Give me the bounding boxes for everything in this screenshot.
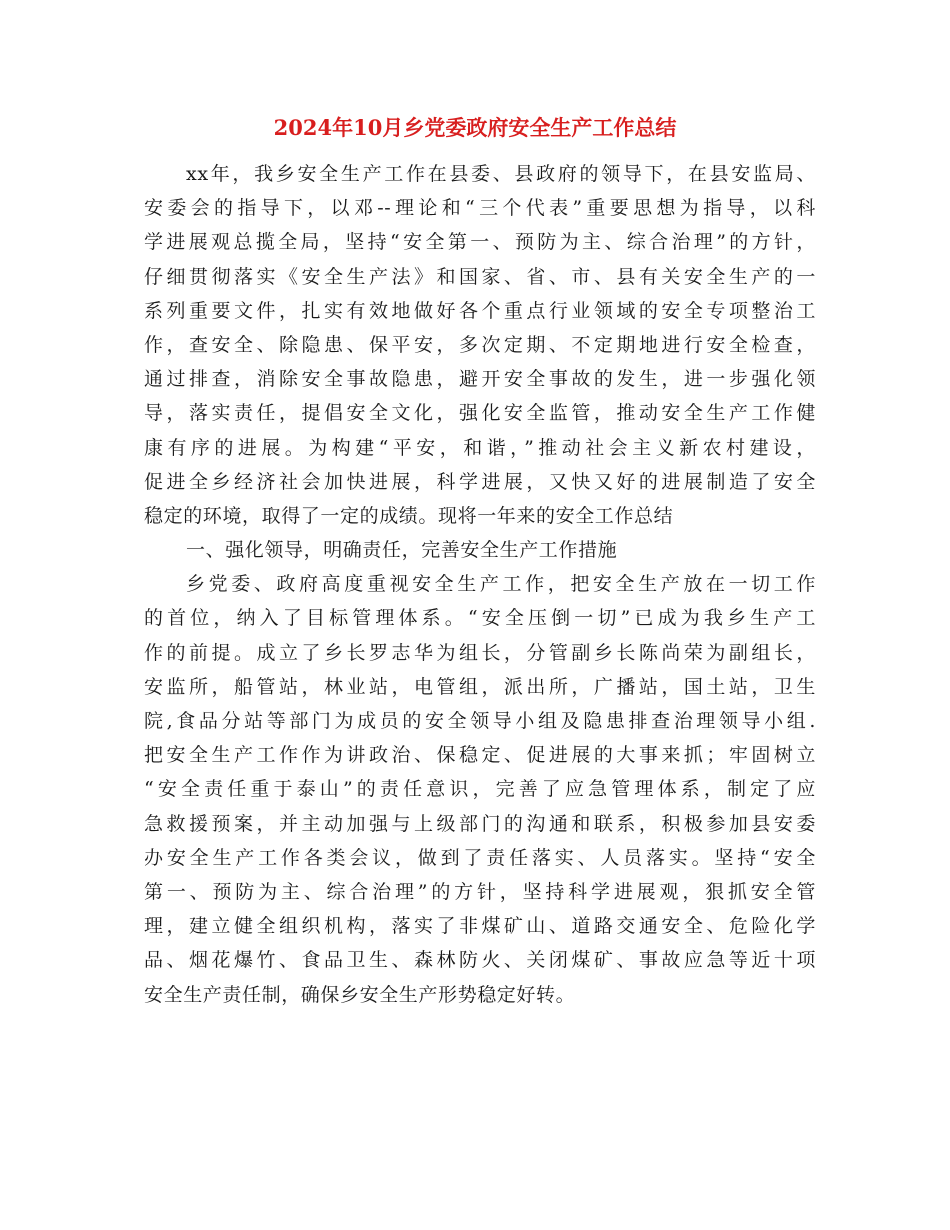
section-heading: 一、强化领导，明确责任，完善安全生产工作措施 (186, 539, 618, 562)
text-line: 促进全乡经济社会加快进展，科学进展，又快又好的进展制造了安全 (144, 470, 816, 493)
text-line: 乡党委、政府高度重视安全生产工作，把安全生产放在一切工作 (186, 573, 816, 596)
text-line: 作，查安全、除隐患、保平安，多次定期、不定期地进行安全检查， (144, 333, 816, 356)
text-line: 安监所，船管站，林业站，电管组，派出所，广播站，国土站，卫生 (144, 675, 816, 698)
text-line: 导，落实责任，提倡安全文化，强化安全监管，推动安全生产工作健 (144, 402, 816, 425)
text-line: 理，建立健全组织机构，落实了非煤矿山、道路交通安全、危险化学 (144, 915, 816, 938)
document-body (144, 157, 816, 1012)
text-line: 急救援预案，并主动加强与上级部门的沟通和联系，积极参加县安委 (144, 812, 816, 835)
text-line: 稳定的环境，取得了一定的成绩。现将一年来的安全工作总结 (144, 504, 674, 527)
text-line: 安委会的指导下，以邓--理论和“三个代表”重要思想为指导，以科 (144, 197, 816, 220)
text-line: 把安全生产工作作为讲政治、保稳定、促进展的大事来抓；牢固树立 (144, 744, 816, 767)
text-line: 作的前提。成立了乡长罗志华为组长，分管副乡长陈尚荣为副组长， (144, 641, 816, 664)
text-line: 第一、预防为主、综合治理”的方针，坚持科学进展观，狠抓安全管 (144, 880, 816, 903)
text-line: “安全责任重于泰山”的责任意识，完善了应急管理体系，制定了应 (144, 778, 816, 801)
text-line: 品、烟花爆竹、食品卫生、森林防火、关闭煤矿、事故应急等近十项 (144, 949, 816, 972)
document-title: 2024年10月乡党委政府安全生产工作总结 (273, 115, 677, 140)
text-line: 仔细贯彻落实《安全生产法》和国家、省、市、县有关安全生产的一 (144, 265, 816, 288)
text-line: xx年，我乡安全生产工作在县委、县政府的领导下，在县安监局、 (186, 163, 816, 185)
text-line: 康有序的进展。为构建“平安，和谐，”推动社会主义新农村建设， (144, 436, 816, 459)
text-line: 通过排查，消除安全事故隐患，避开安全事故的发生，进一步强化领 (144, 368, 816, 391)
text-line: 学进展观总揽全局，坚持“安全第一、预防为主、综合治理”的方针， (144, 231, 816, 254)
text-line: 办安全生产工作各类会议，做到了责任落实、人员落实。坚持“安全 (144, 846, 816, 869)
text-line: 院,食品分站等部门为成员的安全领导小组及隐患排查治理领导小组. (144, 710, 816, 732)
text-line: 的首位，纳入了目标管理体系。“安全压倒一切”已成为我乡生产工 (144, 607, 816, 630)
text-line: 安全生产责任制，确保乡安全生产形势稳定好转。 (144, 983, 576, 1006)
text-line: 系列重要文件，扎实有效地做好各个重点行业领域的安全专项整治工 (144, 299, 816, 322)
